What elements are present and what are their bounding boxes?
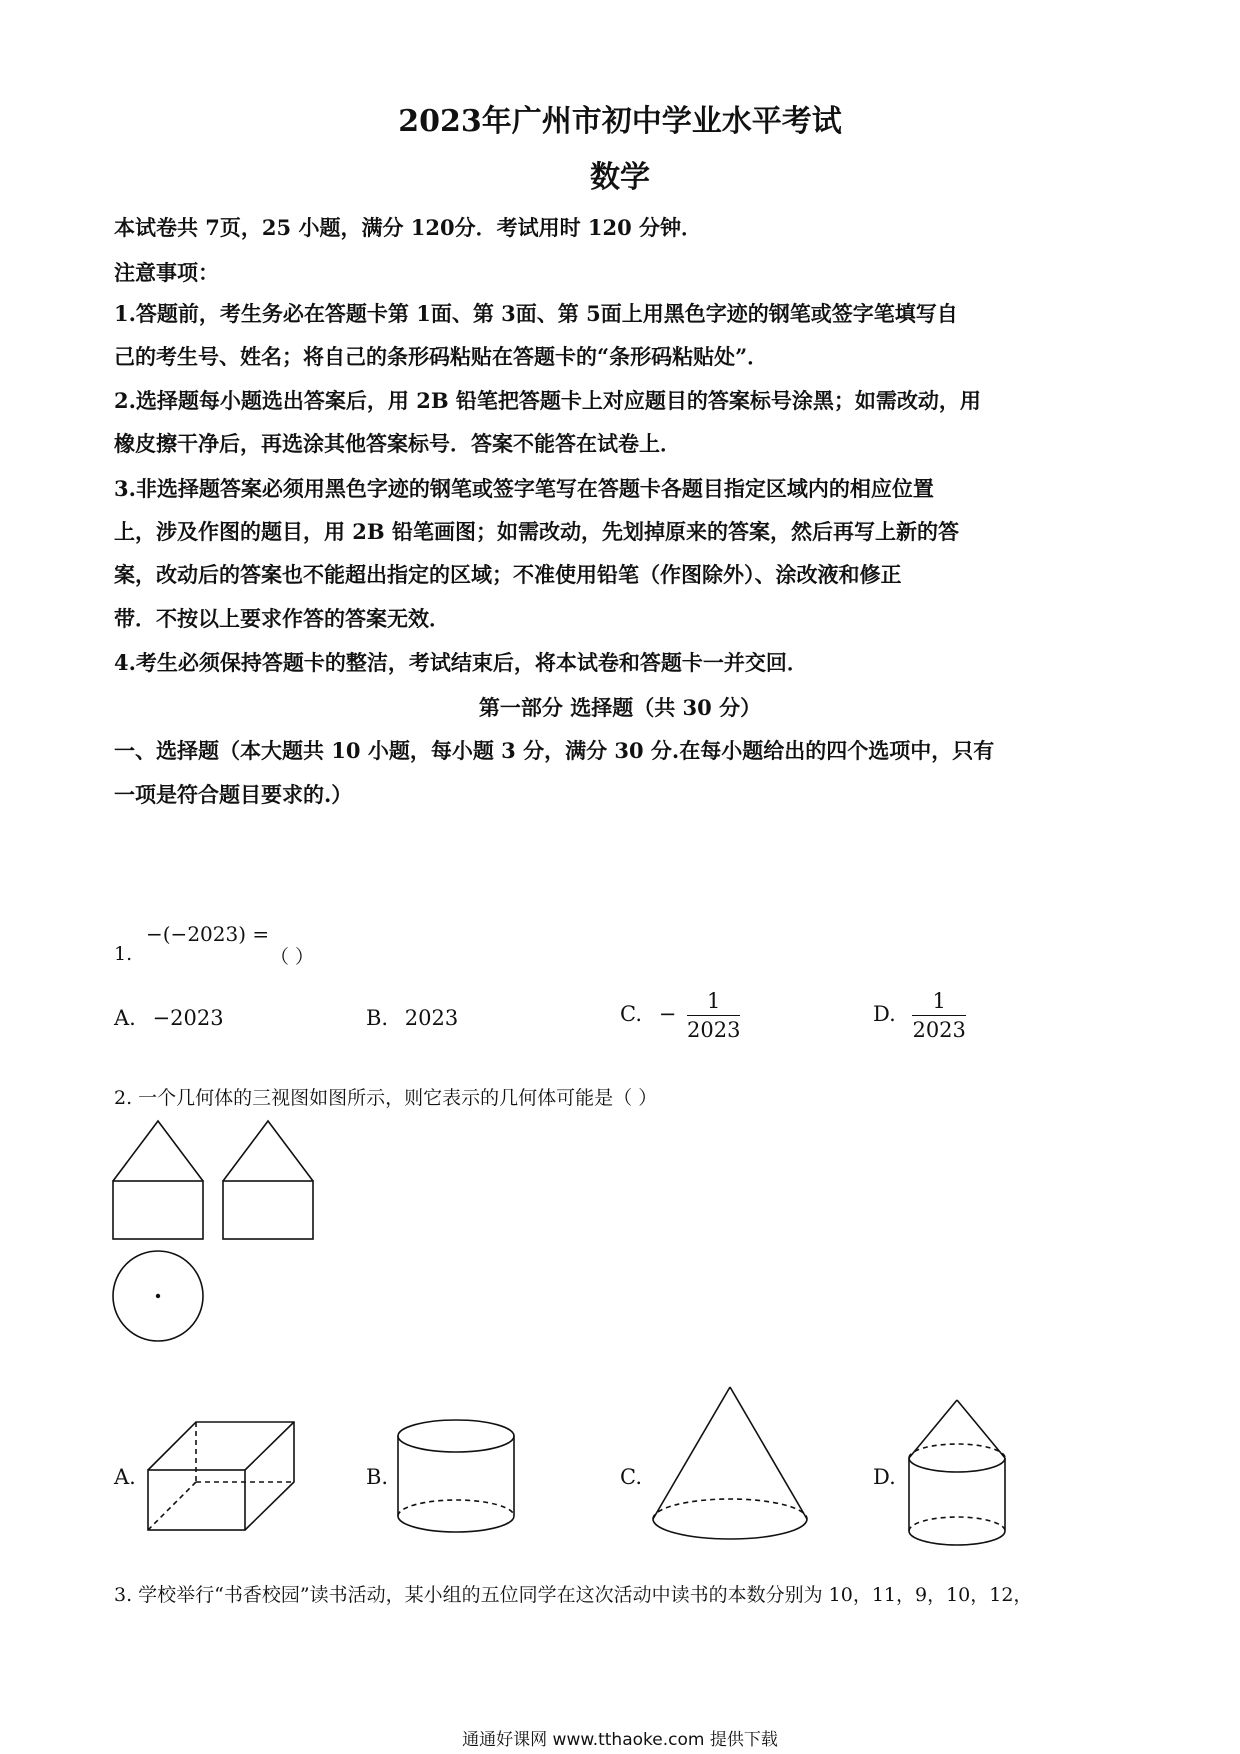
q1-blank: （ ） [270,946,315,968]
note-line: 2.选择题每小题选出答案后，用 2B 铅笔把答题卡上对应题目的答案标号涂黑；如需改动，用 [114,388,981,413]
footer-source: 通通好课网 www.tthaoke.com 提供下载 [462,1730,778,1750]
cuboid-figure [146,1420,321,1535]
option-label: B. [366,1006,389,1030]
q1-option-c[interactable] [620,987,740,1044]
numerator: 1 [687,987,740,1016]
notes-heading: 注意事项： [114,260,219,285]
q1-option-a[interactable] [114,1006,224,1030]
denominator: 2023 [912,1018,966,1042]
side-view-roof [223,1121,313,1181]
note-line: 橡皮擦干净后，再选涂其他答案标号．答案不能答在试卷上． [114,431,681,456]
q1-expression: −(−2023) = [146,922,270,946]
denominator: 2023 [686,1018,741,1042]
cylinder-figure [394,1418,524,1538]
q1-option-d[interactable] [873,987,966,1044]
numerator: 1 [912,987,965,1016]
front-view-rect [113,1181,203,1239]
side-view-rect [223,1181,313,1239]
option-value: 2023 [404,1006,459,1030]
q3-text: 3. 学校举行“书香校园”读书活动，某小组的五位同学在这次活动中读书的本数分别为 10，11，9，10，12， [114,1584,1033,1606]
subject-title: 数学 [590,160,650,195]
fraction [687,987,740,1044]
cone-cylinder-figure [904,1398,1014,1548]
option-label: C. [620,1002,642,1026]
q2-option-d-label[interactable]: D. [873,1465,896,1489]
option-value: −2023 [152,1006,224,1030]
exam-summary: 本试卷共 7页，25 小题，满分 120分．考试用时 120 分钟． [114,215,703,240]
cone-figure [650,1384,810,1544]
note-line: 3.非选择题答案必须用黑色字迹的钢笔或签字笔写在答题卡各题目指定区域内的相应位置 [114,476,934,501]
three-views-figure [110,1118,320,1343]
note-line: 1.答题前，考生务必在答题卡第 1面、第 3面、第 5面上用黑色字迹的钢笔或签字笔填写自 [114,301,958,326]
q2-option-b-label[interactable]: B. [366,1465,389,1489]
note-line: 己的考生号、姓名；将自己的条形码粘贴在答题卡的“条形码粘贴处”． [114,344,769,369]
exam-title: 2023年广州市初中学业水平考试 [398,104,842,139]
front-view-roof [113,1121,203,1181]
q1-number: 1. [114,943,133,965]
top-view-center [156,1294,160,1298]
note-line: 上，涉及作图的题目，用 2B 铅笔画图；如需改动，先划掉原来的答案，然后再写上新的答 [114,519,959,544]
option-sign: − [658,1002,677,1026]
fraction [912,987,965,1044]
section-instructions: 一项是符合题目要求的.） [114,782,353,807]
note-line: 带．不按以上要求作答的答案无效． [114,606,450,631]
option-label: A. [114,1006,136,1030]
part1-heading: 第一部分 选择题（共 30 分） [478,695,762,720]
option-label: D. [873,1002,896,1026]
q2-option-c-label[interactable]: C. [620,1465,642,1489]
note-line: 案，改动后的答案也不能超出指定的区域；不准使用铅笔（作图除外）、涂改液和修正 [114,562,902,587]
note-line: 4.考生必须保持答题卡的整洁，考试结束后，将本试卷和答题卡一并交回． [114,650,808,675]
section-instructions: 一、选择题（本大题共 10 小题，每小题 3 分，满分 30 分.在每小题给出的四个选项中，只有 [114,738,995,763]
q2-text: 2. 一个几何体的三视图如图所示，则它表示的几何体可能是（ ） [114,1087,658,1109]
q2-option-a-label[interactable]: A. [114,1465,136,1489]
q1-option-b[interactable] [366,1006,458,1030]
